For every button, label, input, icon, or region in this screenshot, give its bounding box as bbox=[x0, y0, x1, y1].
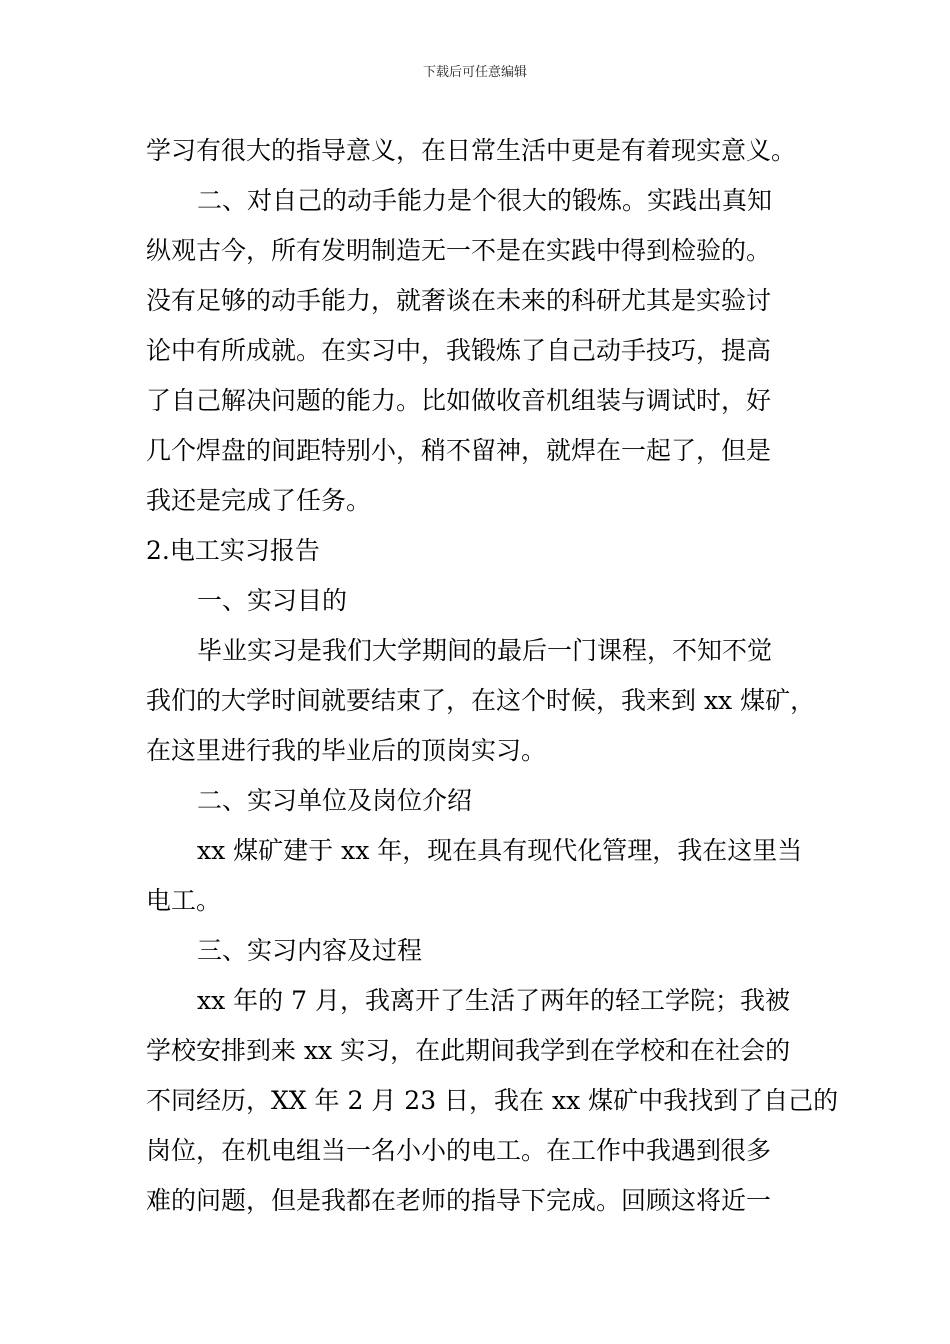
text-line: 难的问题，但是我都在老师的指导下完成。回顾这将近一 bbox=[146, 1186, 772, 1215]
text-line: 论中有所成就。在实习中，我锻炼了自己动手技巧，提高 bbox=[146, 336, 772, 365]
text-line: 纵观古今，所有发明制造无一不是在实践中得到检验的。 bbox=[146, 236, 772, 265]
text-line: 毕业实习是我们大学期间的最后一门课程，不知不觉 bbox=[197, 636, 773, 665]
text-line: 学习有很大的指导意义，在日常生活中更是有着现实意义。 bbox=[146, 136, 797, 165]
text-line: 没有足够的动手能力，就奢谈在未来的科研尤其是实验讨 bbox=[146, 286, 772, 315]
document-body bbox=[146, 126, 839, 1226]
text-line: 在这里进行我的毕业后的顶岗实习。 bbox=[146, 736, 547, 765]
subsection-heading: 二、实习单位及岗位介绍 bbox=[197, 786, 473, 815]
text-line: 了自己解决问题的能力。比如做收音机组装与调试时，好 bbox=[146, 386, 772, 415]
text-line: 岗位，在机电组当一名小小的电工。在工作中我遇到很多 bbox=[146, 1136, 772, 1165]
text-line: xx 煤矿建于 xx 年，现在具有现代化管理，我在这里当 bbox=[197, 836, 803, 865]
text-line: 几个焊盘的间距特别小，稍不留神，就焊在一起了，但是 bbox=[146, 436, 772, 465]
page-header: 下载后可任意编辑 bbox=[422, 65, 527, 80]
text-line: 学校安排到来 xx 实习，在此期间我学到在学校和在社会的 bbox=[146, 1036, 791, 1065]
subsection-heading: 一、实习目的 bbox=[197, 586, 348, 615]
text-line: xx 年的 7 月，我离开了生活了两年的轻工学院；我被 bbox=[197, 986, 790, 1015]
text-line: 不同经历，XX 年 2 月 23 日，我在 xx 煤矿中我找到了自己的 bbox=[146, 1086, 839, 1115]
subsection-heading: 三、实习内容及过程 bbox=[197, 936, 423, 965]
text-line: 我还是完成了任务。 bbox=[146, 486, 372, 515]
section-heading: 2.电工实习报告 bbox=[146, 536, 320, 565]
text-line: 二、对自己的动手能力是个很大的锻炼。实践出真知 bbox=[197, 186, 773, 215]
text-line: 电工。 bbox=[146, 886, 222, 915]
text-line: 我们的大学时间就要结束了，在这个时候，我来到 xx 煤矿， bbox=[146, 686, 816, 715]
